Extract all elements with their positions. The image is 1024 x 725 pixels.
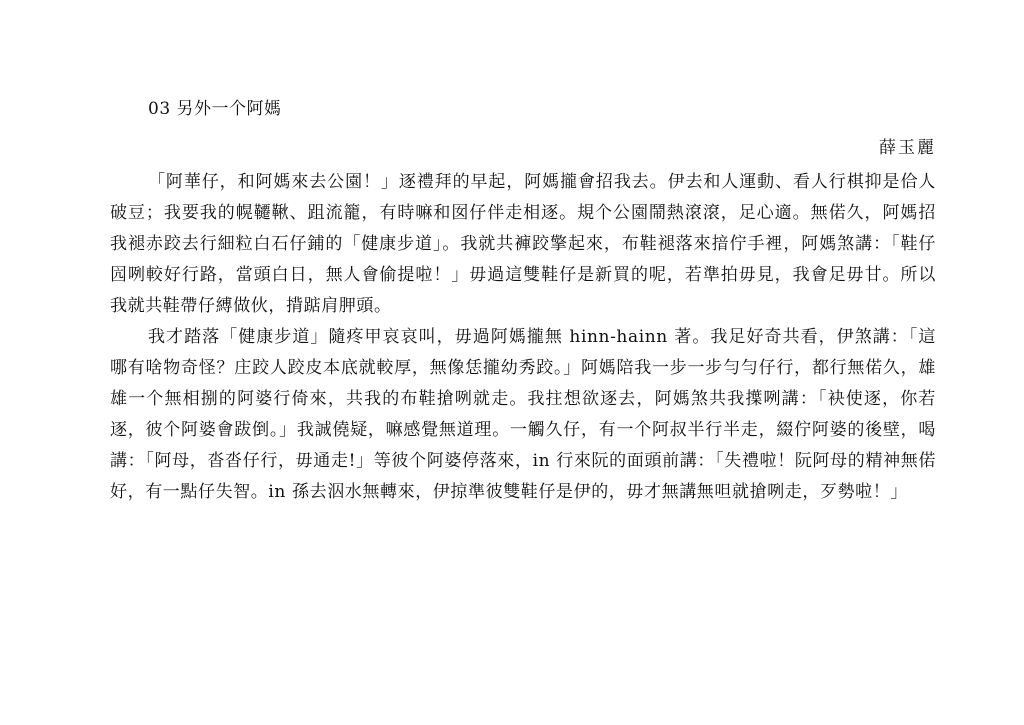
paragraph-1: 「阿華仔，和阿媽來去公園！」逐禮拜的早起，阿媽攏會招我去。伊去和人運動、看人行棋抑是佮人破豆；我要我的幌韆鞦、跙流籠，有時嘛和囡仔伴走相逐。規个公園鬧熱滾滾，足心適。無偌久，阿媽招我褪赤跤去行細粒白石仔鋪的「健康步道」。我就共褲跤擎起來，布鞋褪落來揞佇手裡，阿媽煞講：「鞋仔囥咧較好行路，當頭白日，無人會偷提啦！」毋過這雙鞋仔是新買的呢，若準拍毋見，我會足毋甘。所以我就共鞋帶仔縛做伙，揹踮肩胛頭。 — [110, 172, 936, 316]
document-page — [110, 96, 936, 508]
author-name: 薛玉麗 — [879, 138, 936, 158]
paragraph-2: 我才踏落「健康步道」隨疼甲哀哀叫，毋過阿媽攏無 hinn-hainn 著。我足好奇共看，伊煞講：「這哪有啥物奇怪？庄跤人跤皮本底就較厚，無像恁攏幼秀跤。」阿媽陪我一步一步勻勻仔行，都行無偌久，雄雄一个無相捌的阿婆行倚來，共我的布鞋搶咧就走。我拄想欲逐去，阿媽煞共我擛咧講：「袂使逐，你若逐，彼个阿婆會跋倒。」我誠僥疑，嘛感覺無道理。一觸久仔，有一个阿叔半行半走，綴佇阿婆的後壁，喝講：「阿母，沓沓仔行，毋通走!」等彼个阿婆停落來，in 行來阮的面頭前講：「失禮啦！阮阿母的精神無偌好，有一點仔失智。in 孫去泅水無轉來，伊掠準彼雙鞋仔是伊的，毋才無講無呾就搶咧走，歹勢啦！」 — [110, 327, 936, 502]
document-title: 03 另外一个阿媽 — [148, 99, 282, 119]
